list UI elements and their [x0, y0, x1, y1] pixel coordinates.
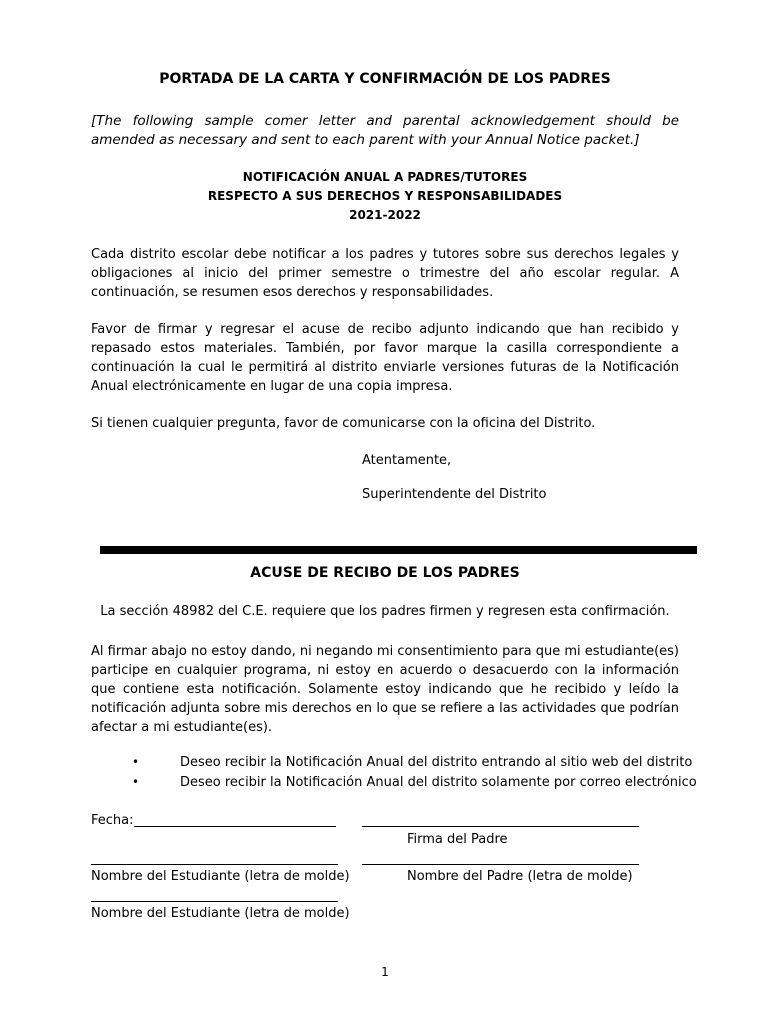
section-divider: [100, 546, 697, 554]
date-label: Fecha:: [91, 813, 134, 828]
cover-title: PORTADA DE LA CARTA Y CONFIRMACIÓN DE LOS PADRES: [159, 71, 611, 87]
acknowledgement-title: ACUSE DE RECIBO DE LOS PADRES: [250, 565, 520, 581]
signer-title: Superintendente del Distrito: [362, 487, 547, 502]
parent-name-label: Nombre del Padre (letra de molde): [407, 869, 633, 884]
instruction-note: [The following sample comer letter and parental acknowledgement should be amended as necessary and sent to each parent with your Annual Notice packet.]: [91, 113, 679, 148]
requirement-statement: La sección 48982 del C.E. requiere que los padres firmen y regresen esta confirmación.: [100, 604, 670, 619]
notice-heading-year: 2021-2022: [349, 208, 421, 222]
parent-signature-line[interactable]: [362, 826, 639, 827]
student-name-line-1[interactable]: [91, 864, 338, 865]
closing-salutation: Atentamente,: [362, 453, 452, 468]
parent-signature-label: Firma del Padre: [407, 832, 508, 847]
option-label: Deseo recibir la Notificación Anual del distrito solamente por correo electrónico: [180, 775, 697, 790]
cover-paragraph-1: Cada distrito escolar debe notificar a los padres y tutores sobre sus derechos legales y obligaciones al inicio del primer semestre o trimestre del año escolar regular. A continuación, se resumen esos derechos y responsabilidades.: [91, 247, 679, 300]
student-name-label-2: Nombre del Estudiante (letra de molde): [91, 906, 350, 921]
cover-paragraph-2: Favor de firmar y regresar el acuse de recibo adjunto indicando que han recibido y repasado estos materiales. También, por favor marque la casilla correspondiente a continuación la cual le permitirá al distrito enviarle versiones futuras de la Notificación Anual electrónicamente en lugar de una copia impresa.: [91, 322, 679, 394]
parent-name-line[interactable]: [362, 864, 639, 865]
student-name-line-2[interactable]: [91, 901, 338, 902]
option-email[interactable]: [132, 775, 697, 790]
option-label: Deseo recibir la Notificación Anual del distrito entrando al sitio web del distrito: [180, 755, 693, 770]
date-line[interactable]: [134, 826, 336, 827]
page-number: 1: [381, 965, 389, 979]
cover-paragraph-3: Si tienen cualquier pregunta, favor de comunicarse con la oficina del Distrito.: [91, 416, 596, 431]
notice-heading-line1: NOTIFICACIÓN ANUAL A PADRES/TUTORES: [242, 170, 528, 184]
student-name-label-1: Nombre del Estudiante (letra de molde): [91, 869, 350, 884]
notice-heading-line2: RESPECTO A SUS DERECHOS Y RESPONSABILIDADES: [207, 189, 563, 203]
bullet-icon: •: [132, 775, 140, 789]
bullet-icon: •: [132, 755, 140, 769]
acknowledgement-paragraph: Al firmar abajo no estoy dando, ni negando mi consentimiento para que mi estudiante(es) participe en cualquier programa, ni estoy en acuerdo o desacuerdo con la información que contiene esta notificación. Solamente estoy indicando que he recibido y leído la notificación adjunta sobre mis derechos en lo que se refiere a las actividades que podrían afectar a mi estudiante(es).: [91, 644, 679, 735]
option-website[interactable]: [132, 755, 692, 770]
